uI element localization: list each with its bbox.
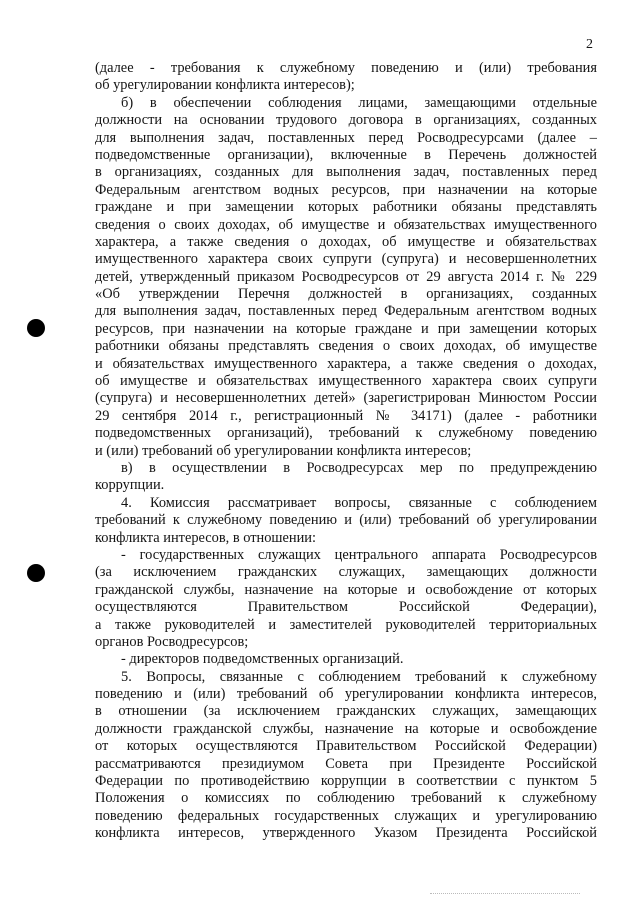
text-line: имущественного характера своих супруги (супруга) и несовершеннолетних [95,251,597,268]
binder-hole-mark [27,319,45,337]
text-line: Положения о комиссиях по соблюдению требований к служебному [95,790,597,807]
text-line: для выполнения задач, поставленных перед Росводресурсами (далее – [95,129,597,146]
binder-hole-mark [27,564,45,582]
text-line: осуществляются Правительством Российской Федерации), [95,599,597,616]
page-number: 2 [586,37,593,52]
text-line: поведению и (или) требований об урегулировании конфликта интересов, [95,686,597,703]
text-line: и обязательствах имущественного характера, а также сведения о доходах, [95,355,597,372]
text-line: (далее - требования к служебному поведению и (или) требования [95,60,597,76]
text-line: в организациях, созданных для выполнения задач, поставленных перед [95,164,597,181]
text-line: об урегулировании конфликта интересов); [95,77,355,94]
text-line: 29 сентября 2014 г., регистрационный № 34171) (далее - работники [95,407,597,424]
text-line: сведения о своих доходах, об имуществе и обязательствах имущественного [95,216,597,233]
text-line: коррупции. [95,477,165,494]
text-line: должности гражданской службы, назначение на которые и освобождение [95,720,597,737]
text-line: об имуществе и обязательствах имущественного характера своих супруги [95,373,597,390]
text-line: 4. Комиссия рассматривает вопросы, связанные с соблюдением [121,494,597,511]
text-line: в отношении (за исключением гражданских служащих, замещающих [95,703,597,720]
text-line: рассматриваются президиумом Совета при Президенте Российской [95,755,597,772]
text-line: должности на основании трудового договора в организациях, созданных [95,112,597,129]
text-line: б) в обеспечении соблюдения лицами, замещающими отдельные [121,94,597,111]
document-body [95,60,597,843]
text-line: «Об утверждении Перечня должностей в организациях, созданных [95,286,597,303]
text-line: от которых осуществляются Правительством Российской Федерации) [95,738,597,755]
text-line: (за исключением гражданских служащих, замещающих должности [95,564,597,581]
text-line: Федерации по противодействию коррупции в соответствии с пунктом 5 [95,773,597,790]
text-line: для выполнения задач, поставленных перед Федеральным агентством водных [95,303,597,320]
text-line: Федеральным агентством водных ресурсов, при назначении на которые [95,181,597,198]
scan-artifact [430,893,580,896]
text-line: - государственных служащих центрального аппарата Росводресурсов [121,546,597,563]
text-line: подведомственные организации), включенные в Перечень должностей [95,146,597,163]
text-line: конфликта интересов, в отношении: [95,529,317,546]
text-line: требований к служебному поведению и (или) требований об урегулировании [95,512,597,529]
text-line: ресурсов, при назначении на которые граждане и при замещении которых [95,320,597,337]
text-line: работники обязаны представлять сведения о своих доходах, об имуществе [95,338,597,355]
text-line: органов Росводресурсов; [95,633,249,650]
text-line: - директоров подведомственных организаций. [121,651,404,668]
text-line: поведению федеральных государственных служащих и урегулированию [95,807,597,824]
text-line: характера, а также сведения о доходах, об имуществе и обязательствах [95,233,597,250]
text-line: подведомственных организаций), требований к служебному поведению [95,425,597,442]
text-line: конфликта интересов, утвержденного Указом Президента Российской [95,825,597,842]
text-line: гражданской службы, назначение на которые и освобождение от которых [95,581,597,598]
text-line: детей, утвержденный приказом Росводресурсов от 29 августа 2014 г. № 229 [95,268,597,285]
text-line: в) в осуществлении в Росводресурсах мер по предупреждению [121,459,597,476]
text-line: граждане и при замещении которых работники обязаны представлять [95,199,597,216]
text-line: (супруга) и несовершеннолетних детей» (зарегистрирован Минюстом России [95,390,597,407]
text-line: 5. Вопросы, связанные с соблюдением требований к служебному [121,668,597,685]
text-line: а также руководителей и заместителей руководителей территориальных [95,616,597,633]
text-line: и (или) требований об урегулировании конфликта интересов; [95,442,472,459]
